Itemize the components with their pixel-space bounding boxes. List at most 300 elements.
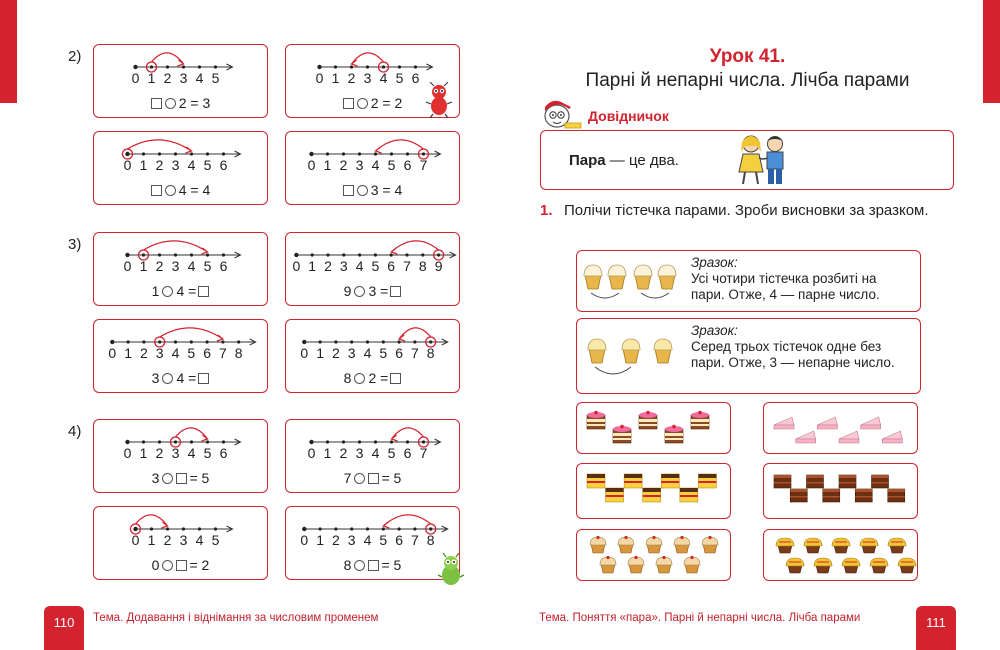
number-line-label: 6 (387, 258, 396, 274)
number-line-dot (222, 253, 225, 256)
number-line-label: 5 (387, 157, 396, 173)
number-line-label: 5 (203, 157, 212, 173)
number-line-label: 4 (195, 532, 204, 548)
number-line-label: 1 (147, 70, 156, 86)
number-line-dot (222, 152, 225, 155)
number-line-label: 1 (316, 532, 324, 548)
number-line-label: 4 (355, 258, 364, 274)
muffin-icon (842, 558, 860, 573)
sign-circle[interactable] (357, 98, 368, 109)
four-cupcakes-paired-icon (583, 263, 683, 303)
number-line-label: 3 (179, 70, 188, 86)
jump-arrowhead (376, 147, 382, 153)
equation-text: 3 (151, 370, 160, 386)
number-line-label: 0 (300, 345, 309, 361)
number-line-dot (182, 527, 185, 530)
number-line-label: 9 (434, 258, 443, 274)
equation (94, 557, 267, 573)
number-line-card (93, 44, 268, 118)
task-number: 3) (68, 236, 82, 253)
number-line-label: 3 (347, 532, 356, 548)
equation (94, 370, 267, 386)
answer-square[interactable] (390, 373, 401, 384)
right-footer-topic: Тема. Поняття «пара». Парні й непарні числа. Лічба парами (539, 612, 861, 624)
cupcake (584, 265, 602, 289)
number-line-label: 3 (347, 345, 356, 361)
number-line (286, 420, 461, 466)
yellow-cake-icon (698, 474, 716, 488)
jump-arrow (136, 515, 168, 526)
number-line-dot (382, 65, 385, 68)
equation-text: = 5 (381, 470, 402, 486)
number-line-label: 1 (323, 445, 332, 461)
equation-text: 4 = (176, 283, 197, 299)
sign-circle[interactable] (162, 286, 173, 297)
sign-circle[interactable] (162, 560, 173, 571)
number-line-label: 7 (419, 157, 428, 173)
number-line-label: 5 (187, 345, 196, 361)
exercise-number: 1. (540, 202, 553, 219)
number-line (94, 420, 269, 466)
cupcake (658, 265, 676, 289)
number-line-label: 3 (339, 258, 348, 274)
number-line-label: 8 (426, 345, 435, 361)
number-line-label: 5 (379, 532, 388, 548)
number-line-label: 0 (292, 258, 301, 274)
task-number: 4) (68, 423, 82, 440)
left-page-number: 110 (44, 606, 84, 650)
number-line-dot (429, 340, 432, 343)
number-line-label: 5 (203, 445, 212, 461)
yellow-cake-icon (587, 474, 605, 488)
number-line-dot (398, 527, 401, 530)
yellow-cake-icon (680, 488, 698, 502)
left-footer-topic: Тема. Додавання і віднімання за числовим променем (93, 612, 379, 624)
number-line-label: 4 (195, 70, 204, 86)
number-line-dot (374, 152, 377, 155)
equation-text: 4 = 4 (178, 182, 211, 198)
equation-text: 2 = (368, 370, 389, 386)
number-line-dot (174, 253, 177, 256)
number-line-label: 6 (395, 532, 403, 548)
chocolate-cake-icon (888, 489, 905, 502)
number-line-label: 2 (332, 532, 340, 548)
sample-box-odd (576, 318, 921, 394)
number-line-dot (142, 152, 145, 155)
number-line-card (93, 131, 268, 205)
cake-counting-box (576, 463, 731, 519)
number-line-label: 2 (140, 345, 148, 361)
equation-text: 3 = (368, 283, 389, 299)
cake-slice-icon (839, 431, 859, 444)
number-line-dot (421, 253, 424, 256)
jump-arrowhead (391, 248, 397, 254)
number-line-dot (302, 527, 306, 531)
number-line-label: 2 (339, 445, 348, 461)
answer-square[interactable] (343, 185, 354, 196)
number-line-card (93, 506, 268, 580)
jump-arrow (392, 428, 424, 439)
cake-counting-box (763, 529, 918, 581)
number-line-label: 4 (187, 157, 196, 173)
number-line-label: 0 (123, 445, 132, 461)
number-line-label: 4 (371, 445, 380, 461)
number-line-dot (125, 152, 129, 156)
number-line-dot (125, 440, 129, 444)
yellow-cake-icon (606, 488, 624, 502)
cupcake (622, 339, 640, 363)
number-line-label: 3 (363, 70, 372, 86)
number-line-label: 1 (323, 157, 332, 173)
number-line-dot (358, 152, 361, 155)
number-line-dot (326, 440, 329, 443)
number-line-dot (358, 253, 361, 256)
jump-arrowhead (162, 522, 168, 528)
number-line-dot (190, 152, 193, 155)
cupcake-icon (684, 556, 700, 573)
chocolate-cake-icon (839, 475, 856, 488)
layer-cake-icon (639, 411, 657, 429)
muffin-icon (786, 558, 804, 573)
number-line-label: 6 (403, 445, 412, 461)
number-line-dot (125, 253, 129, 257)
answer-square[interactable] (343, 98, 354, 109)
number-line-dot (110, 340, 114, 344)
equation (94, 283, 267, 299)
number-line-dot (158, 253, 161, 256)
number-line-label: 5 (379, 345, 388, 361)
number-line-label: 1 (316, 345, 324, 361)
number-line-dot (142, 253, 145, 256)
ant-mascot-icon (424, 82, 454, 118)
equation-text: = 2 (189, 557, 210, 573)
cupcake-icon (628, 556, 644, 573)
number-line-dot (182, 65, 185, 68)
yellow-cake-icon (643, 488, 661, 502)
cake-slice-icon (796, 431, 816, 444)
number-line-dot (309, 152, 313, 156)
number-line-label: 2 (163, 532, 172, 548)
number-line-dot (350, 65, 353, 68)
equation (94, 470, 267, 486)
layer-cake-icon (587, 411, 605, 429)
muffin-icon (832, 538, 850, 553)
lesson-title: Урок 41. (709, 46, 786, 67)
number-line-label: 1 (139, 157, 148, 173)
number-line-dot (302, 340, 306, 344)
answer-square[interactable] (198, 286, 209, 297)
number-line-dot (237, 340, 240, 343)
number-line (286, 320, 461, 366)
equation (286, 182, 459, 198)
number-line-dot (406, 440, 409, 443)
muffin-icon (804, 538, 822, 553)
sign-circle[interactable] (357, 185, 368, 196)
equation (286, 470, 459, 486)
number-line (286, 233, 461, 279)
definition-box (540, 130, 954, 190)
green-bug-mascot-icon (437, 553, 465, 587)
equation-text: = 5 (381, 557, 402, 573)
number-line-label: 2 (347, 70, 356, 86)
number-line-label: 3 (179, 532, 188, 548)
cake-counting-box (763, 463, 918, 519)
number-line-label: 6 (411, 70, 420, 86)
jump-arrowhead (352, 60, 358, 66)
number-line-label: 0 (123, 258, 132, 274)
chocolate-cake-icon (823, 489, 840, 502)
number-line-dot (311, 253, 314, 256)
number-line-label: 1 (147, 532, 156, 548)
jump-arrow (144, 241, 208, 252)
number-line-label: 3 (171, 157, 180, 173)
cake-group (577, 403, 732, 455)
number-line-dot (214, 527, 217, 530)
number-line-dot (222, 440, 225, 443)
number-line-dot (158, 340, 161, 343)
pair-children-icon (723, 132, 803, 188)
cake-slice-icon (861, 417, 881, 430)
answer-square[interactable] (198, 373, 209, 384)
equation (94, 95, 267, 111)
equation-text: 2 = 3 (178, 95, 211, 111)
number-line-label: 0 (300, 532, 309, 548)
number-line (94, 45, 269, 91)
number-line-card (93, 419, 268, 493)
sample-label: Зразок: (691, 323, 738, 338)
sign-circle[interactable] (354, 373, 365, 384)
number-line-label: 7 (419, 445, 428, 461)
yellow-cake-icon (624, 474, 642, 488)
answer-square[interactable] (151, 98, 162, 109)
number-line-dot (206, 340, 209, 343)
cake-group (577, 530, 732, 582)
left-edge-tab (0, 0, 17, 103)
sign-circle[interactable] (162, 473, 173, 484)
cake-group (764, 530, 919, 582)
number-line (94, 507, 269, 553)
jump-arrow (399, 328, 431, 339)
equation-text: 8 (343, 557, 352, 573)
number-line-dot (198, 527, 201, 530)
number-line-dot (166, 527, 169, 530)
number-line-dot (158, 152, 161, 155)
number-line-dot (334, 65, 337, 68)
number-line-label: 0 (307, 445, 316, 461)
muffin-icon (860, 538, 878, 553)
answer-square[interactable] (176, 473, 187, 484)
sign-circle[interactable] (354, 286, 365, 297)
sample-text: Серед трьох тістечок одне без пари. Отже, 3 — непарне число. (691, 339, 895, 370)
reference-mascot-icon (539, 99, 583, 131)
number-line-label: 3 (171, 445, 180, 461)
right-edge-tab (983, 0, 1000, 103)
number-line-label: 6 (219, 258, 228, 274)
number-line-dot (390, 253, 393, 256)
number-line-dot (174, 340, 177, 343)
equation-text: 4 = (176, 370, 197, 386)
number-line-label: 5 (211, 532, 220, 548)
answer-square[interactable] (368, 560, 379, 571)
sign-circle[interactable] (165, 98, 176, 109)
cake-group (764, 403, 919, 455)
equation (286, 557, 459, 573)
number-line-card (93, 232, 268, 306)
number-line-dot (413, 340, 416, 343)
equation (286, 370, 459, 386)
answer-square[interactable] (368, 473, 379, 484)
answer-square[interactable] (390, 286, 401, 297)
chocolate-cake-icon (774, 475, 791, 488)
reference-label: Довідничок (588, 108, 669, 124)
number-line-dot (142, 440, 145, 443)
sign-circle[interactable] (165, 185, 176, 196)
number-line (94, 132, 269, 178)
number-line-label: 1 (139, 445, 148, 461)
jump-arrowhead (178, 60, 184, 66)
answer-square[interactable] (151, 185, 162, 196)
sign-circle[interactable] (354, 473, 365, 484)
cake-slice-icon (817, 417, 837, 430)
jump-arrow (383, 515, 430, 526)
number-line-label: 6 (403, 157, 412, 173)
muffin-icon (814, 558, 832, 573)
number-line-label: 6 (203, 345, 211, 361)
number-line-dot (413, 527, 416, 530)
number-line-dot (133, 65, 137, 69)
number-line-label: 1 (124, 345, 132, 361)
equation-text: = 5 (189, 470, 210, 486)
number-line (94, 233, 269, 279)
layer-cake-icon (613, 425, 631, 443)
number-line (94, 320, 269, 366)
number-line-label: 3 (171, 258, 180, 274)
cupcake (634, 265, 652, 289)
number-line-dot (358, 440, 361, 443)
cake-counting-box (763, 402, 918, 454)
number-line-label: 3 (155, 345, 164, 361)
number-line-label: 0 (108, 345, 117, 361)
sign-circle[interactable] (162, 373, 173, 384)
task-number: 2) (68, 48, 82, 65)
sign-circle[interactable] (354, 560, 365, 571)
number-line-dot (294, 253, 298, 257)
number-line-dot (342, 152, 345, 155)
number-line-label: 8 (418, 258, 427, 274)
chocolate-cake-icon (872, 475, 889, 488)
number-line-dot (342, 440, 345, 443)
number-line-dot (190, 253, 193, 256)
cake-counting-box (576, 529, 731, 581)
number-line-dot (150, 65, 153, 68)
number-line (286, 507, 461, 553)
number-line-dot (382, 340, 385, 343)
number-line-label: 7 (403, 258, 411, 274)
number-line-label: 4 (187, 445, 196, 461)
number-line-dot (319, 340, 322, 343)
number-line-label: 4 (187, 258, 196, 274)
number-line-label: 3 (355, 445, 364, 461)
sample-box-even (576, 250, 921, 312)
cake-slice-icon (882, 431, 902, 444)
layer-cake-icon (665, 425, 683, 443)
number-line-dot (174, 440, 177, 443)
number-line-dot (319, 527, 322, 530)
jump-arrow (176, 428, 208, 439)
equation-text: 3 (151, 470, 160, 486)
equation (286, 283, 459, 299)
equation (94, 182, 267, 198)
sample-label: Зразок: (691, 255, 738, 270)
cupcake (654, 339, 672, 363)
number-line-dot (190, 340, 193, 343)
number-line-label: 8 (426, 532, 435, 548)
number-line-card (285, 506, 460, 580)
number-line-label: 6 (395, 345, 403, 361)
muffin-icon (870, 558, 888, 573)
number-line-card (285, 131, 460, 205)
number-line-label: 5 (203, 258, 212, 274)
number-line-label: 7 (219, 345, 227, 361)
number-line-label: 0 (315, 70, 324, 86)
number-line-dot (382, 527, 385, 530)
number-line-label: 1 (331, 70, 340, 86)
number-line-card (285, 319, 460, 393)
jump-arrow (376, 140, 424, 151)
number-line-dot (206, 152, 209, 155)
number-line-dot (374, 253, 377, 256)
jump-arrowhead (399, 335, 405, 341)
number-line-card (285, 419, 460, 493)
number-line-label: 4 (171, 345, 180, 361)
muffin-icon (888, 538, 906, 553)
number-line-dot (206, 253, 209, 256)
cupcake-icon (674, 536, 690, 553)
number-line-dot (398, 340, 401, 343)
number-line-card (93, 319, 268, 393)
number-line-dot (334, 527, 337, 530)
answer-square[interactable] (176, 560, 187, 571)
jump-arrow (128, 140, 192, 151)
muffin-icon (776, 538, 794, 553)
chocolate-cake-icon (790, 489, 807, 502)
exercise-text: Полічи тістечка парами. Зроби висновки за зразком. (564, 202, 929, 219)
sample-text: Усі чотири тістечка розбиті на пари. Отже, 4 — парне число. (691, 271, 880, 302)
jump-arrowhead (392, 435, 398, 441)
number-line-dot (429, 527, 432, 530)
cupcake (608, 265, 626, 289)
equation-text: 9 (343, 283, 352, 299)
chocolate-cake-icon (807, 475, 824, 488)
equation-text: 3 = 4 (370, 182, 403, 198)
number-line-label: 4 (371, 157, 380, 173)
number-line-label: 7 (411, 345, 419, 361)
number-line-dot (317, 65, 321, 69)
jump-arrow (391, 241, 438, 252)
cupcake-icon (600, 556, 616, 573)
number-line-label: 8 (234, 345, 243, 361)
number-line-dot (342, 253, 345, 256)
jump-arrow (160, 328, 223, 339)
number-line-dot (406, 152, 409, 155)
cupcake-icon (656, 556, 672, 573)
jump-arrow (152, 53, 184, 64)
number-line-label: 0 (123, 157, 132, 173)
cake-slice-icon (774, 417, 794, 430)
cupcake (588, 339, 606, 363)
number-line-dot (142, 340, 145, 343)
number-line-label: 6 (219, 445, 228, 461)
